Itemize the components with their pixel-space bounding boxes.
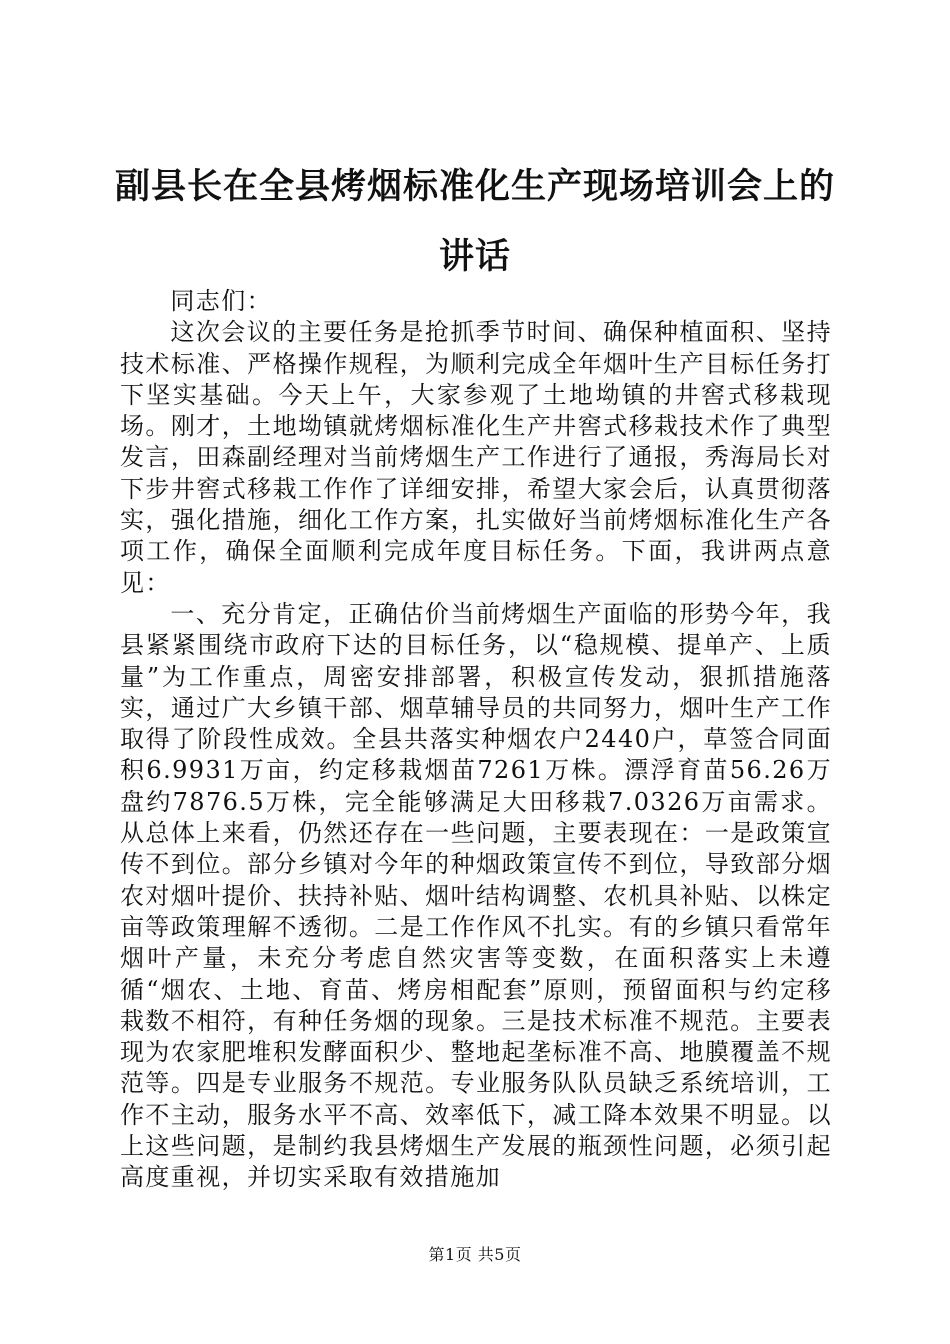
page-footer: 第1页 共5页 [428,1245,522,1264]
paragraph-2: 一、充分肯定，正确估价当前烤烟生产面临的形势今年，我县紧紧围绕市政府下达的目标任务，以“稳规模、提单产、上质量”为工作重点，周密安排部署，积极宣传发动，狠抓措施落实，通过广大乡镇干部、烟草辅导员的共同努力，烟叶生产工作取得了阶段性成效。全县共落实种烟农户2440户，草签合同面积6.9931万亩，约定移栽烟苗7261万株。漂浮育苗56.26万盘约7876.5万株，完全能够满足大田移栽7.0326万亩需求。从总体上来看，仍然还存在一些问题，主要表现在：一是政策宣传不到位。部分乡镇对今年的种烟政策宣传不到位，导致部分烟农对烟叶提价、扶持补贴、烟叶结构调整、农机具补贴、以株定亩等政策理解不透彻。二是工作作风不扎实。有的乡镇只看常年烟叶产量，未充分考虑自然灾害等变数，在面积落实上未遵循“烟农、土地、育苗、烤房相配套”原则，预留面积与约定移栽数不相符，有种任务烟的现象。三是技术标准不规范。主要表现为农家肥堆积发酵面积少、整地起垄标准不高、地膜覆盖不规范等。四是专业服务不规范。专业服务队队员缺乏系统培训，工作不主动，服务水平不高、效率低下，减工降本效果不明显。以上这些问题，是制约我县烤烟生产发展的瓶颈性问题，必须引起高度重视，并切实采取有效措施加 [120,599,832,1192]
salutation: 同志们： [170,287,272,315]
document-title: 副县长在全县烤烟标准化生产现场培训会上的讲话 [114,167,835,277]
document-body [120,286,832,1194]
paragraph-1: 这次会议的主要任务是抢抓季节时间、确保种植面积、坚持技术标准、严格操作规程，为顺利完成全年烟叶生产目标任务打下坚实基础。今天上午，大家参观了土地坳镇的井窖式移栽现场。刚才，土地坳镇就烤烟标准化生产井窖式移栽技术作了典型发言，田森副经理对当前烤烟生产工作进行了通报，秀海局长对下步井窖式移栽工作作了详细安排，希望大家会后，认真贯彻落实，强化措施，细化工作方案，扎实做好当前烤烟标准化生产各项工作，确保全面顺利完成年度目标任务。下面，我讲两点意见： [120,318,832,597]
